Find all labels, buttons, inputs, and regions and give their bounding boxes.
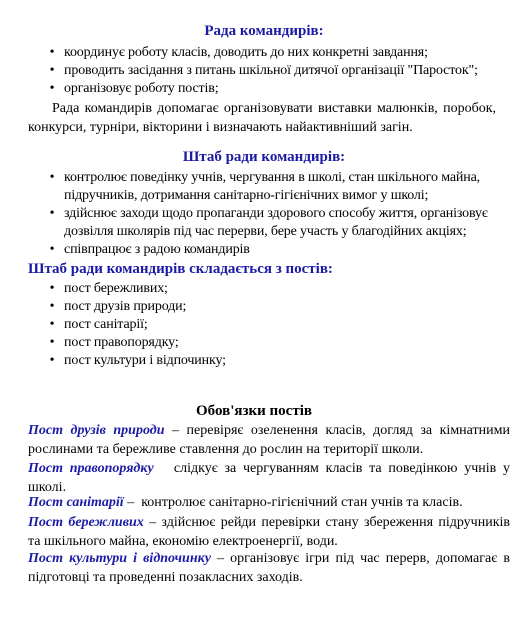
list-item: • пост правопорядку; (46, 334, 486, 352)
duty-entry (28, 513, 510, 551)
duty-term: Пост санітарії (28, 495, 124, 510)
bullet-icon: • (49, 317, 55, 332)
council-paragraph: Рада командирів допомагає організовувати виставки малюнків, поробок, конкурси, турніри, вікторини і визначають найактивніший загін. (28, 101, 496, 135)
council-heading: Рада командирів: (204, 23, 324, 39)
duty-term: Пост бережливих (28, 515, 144, 530)
list-item: • пост культури і відпочинку; (46, 352, 486, 370)
bullet-icon: • (49, 353, 55, 368)
list-item: • координує роботу класів, доводить до них конкретні завдання; (46, 44, 516, 62)
bullet-icon: • (49, 63, 55, 78)
bullet-icon: • (49, 170, 55, 185)
duty-term: Пост друзів природи (28, 423, 165, 438)
bullet-icon: • (49, 335, 55, 350)
bullet-icon: • (49, 45, 55, 60)
duty-entry (28, 459, 514, 497)
posts-heading: Штаб ради командирів складається з постів: (28, 261, 333, 277)
list-item: • пост санітарії; (46, 316, 486, 334)
bullet-icon: • (49, 299, 55, 314)
duty-text: – здійснює рейди перевірки стану збереження підручників та шкільного майна, економію електроенергії, води. (28, 515, 510, 549)
council-list (46, 44, 516, 98)
staff-list (46, 169, 512, 259)
duty-entry (28, 421, 510, 459)
duty-entry (28, 493, 510, 512)
list-item: • контролює поведінку учнів, чергування в школі, стан шкільного майна, підручників, дотримання санітарно-гігієнічних вимог у школі; (46, 169, 512, 205)
bullet-icon: • (49, 242, 55, 257)
list-item: • пост друзів природи; (46, 298, 486, 316)
list-item: • проводить засідання з питань шкільної дитячої організації "Паросток"; (46, 62, 516, 80)
bullet-icon: • (49, 81, 55, 96)
duty-text: – контролює санітарно-гігієнічний стан учнів та класів. (123, 495, 463, 510)
list-item: • здійснює заходи щодо пропаганди здорового способу життя, організовує дозвілля школярів під час перерви, бере участь у благодійних акціях; (46, 205, 512, 241)
duty-text: – перевіряє озеленення класів, догляд за кімнатними рослинами та бережливе ставлення до рослин на території школи. (28, 423, 510, 457)
list-item: • пост бережливих; (46, 280, 486, 298)
staff-heading: Штаб ради командирів: (182, 149, 346, 165)
posts-list (46, 280, 486, 370)
duty-term: Пост культури і відпочинку (28, 551, 211, 566)
duty-text: – організовує ігри під час перерв, допомагає в підготовці та проведенні позакласних заходів. (28, 551, 510, 585)
duty-text: слідкує за чергуванням класів та поведінкою учнів у школі. (28, 461, 514, 495)
duty-entry (28, 549, 510, 587)
duty-term: Пост правопорядку (28, 461, 154, 476)
list-item: • організовує роботу постів; (46, 80, 516, 98)
list-item: • співпрацює з радою командирів (46, 241, 512, 259)
bullet-icon: • (49, 206, 55, 221)
bullet-icon: • (49, 281, 55, 296)
duties-heading: Обов'язки постів (196, 403, 312, 419)
